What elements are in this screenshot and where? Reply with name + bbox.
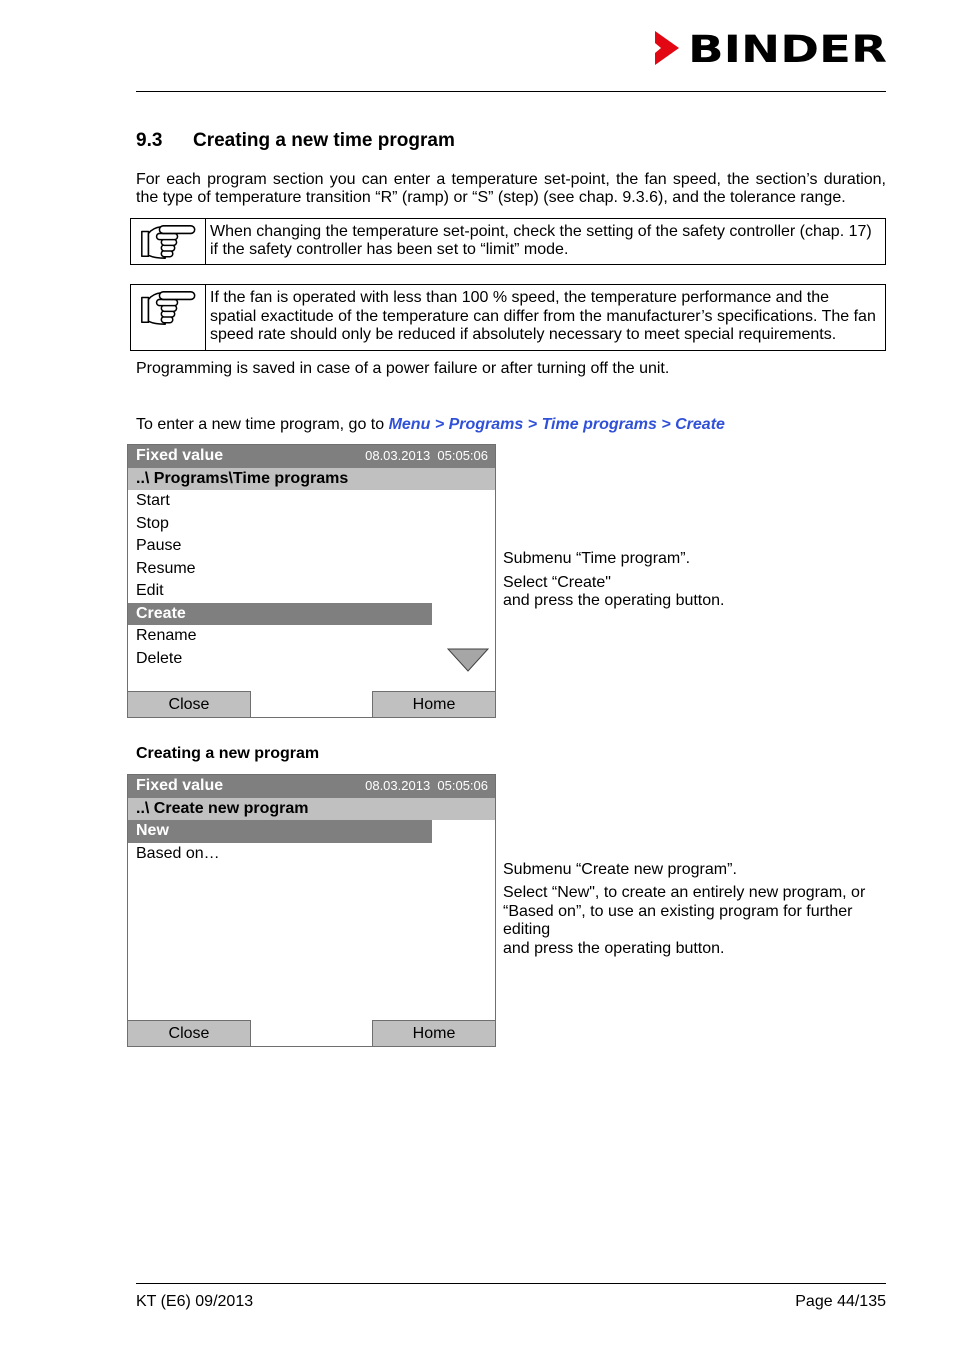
page-number: Page 44/135: [795, 1293, 886, 1310]
screen-datetime: 08.03.2013 05:05:06: [365, 778, 488, 793]
note-line: speed rate should only be reduced if absolutely necessary to meet special requirements.: [210, 326, 837, 343]
intro-line: For each program section you can enter a temperature set-point, the fan speed, the section’s duration,: [136, 171, 886, 188]
close-button[interactable]: Close: [127, 1020, 251, 1047]
nav-step-programs: Programs: [448, 416, 524, 433]
pointing-hand-icon: [140, 288, 196, 328]
document-id: KT (E6) 09/2013: [136, 1293, 254, 1310]
nav-step-menu: Menu: [388, 416, 431, 433]
description-line: Select “Create": [503, 574, 611, 591]
screen-datetime: 08.03.2013 05:05:06: [365, 448, 488, 463]
note-text: [206, 285, 880, 350]
screen-header: [128, 775, 495, 798]
nav-separator: >: [527, 416, 538, 433]
description-line: Submenu “Create new program”.: [503, 861, 737, 878]
menu-item-stop[interactable]: Stop: [136, 514, 169, 532]
intro-line: the type of temperature transition “R” (ramp) or “S” (step) (see chap. 9.3.6), and the tolerance range.: [136, 189, 846, 206]
menu-item-create[interactable]: Create: [128, 603, 432, 626]
pointing-hand-icon: [140, 222, 196, 262]
binder-arrow-icon: [655, 31, 679, 65]
nav-separator: >: [434, 416, 445, 433]
section-title: Creating a new time program: [193, 130, 455, 151]
description-line: Submenu “Time program”.: [503, 550, 691, 567]
section-number: 9.3: [136, 130, 163, 151]
screen-breadcrumb: ..\ Create new program: [128, 798, 495, 821]
binder-wordmark: BINDER: [688, 28, 887, 68]
screen-header: [128, 445, 495, 468]
description-line: Select “New", to create an entirely new program, or: [503, 883, 866, 901]
close-button[interactable]: Close: [127, 691, 251, 718]
menu-item-based-on[interactable]: Based on…: [136, 844, 220, 862]
menu-item-pause[interactable]: Pause: [136, 537, 182, 554]
description-line: and press the operating button.: [503, 592, 725, 609]
note-line: if the safety controller has been set to “limit” mode.: [210, 241, 569, 258]
description-line: “Based on”, to use an existing program for further: [503, 902, 853, 920]
intro-paragraph: [136, 171, 886, 207]
screen-mode-title: Fixed value: [136, 777, 224, 794]
screen-mode-title: Fixed value: [136, 447, 224, 464]
page-footer: [136, 1293, 886, 1311]
note-icon-cell: [131, 285, 206, 350]
navigation-path: [389, 416, 725, 433]
controller-screen-create-new-program: [127, 774, 496, 1047]
description-line: editing: [503, 921, 551, 939]
home-button[interactable]: Home: [372, 691, 496, 718]
nav-separator: >: [661, 416, 671, 433]
note-box: [130, 218, 886, 265]
menu-item-new[interactable]: New: [128, 820, 432, 843]
menu-item-edit[interactable]: Edit: [136, 582, 164, 599]
subheading: Creating a new program: [136, 745, 320, 762]
screen-description: [503, 861, 865, 958]
note-line: spatial exactitude of the temperature can differ from the manufacturer’s specifications. The fan: [210, 307, 876, 325]
screen-breadcrumb: ..\ Programs\Time programs: [128, 468, 495, 491]
menu-item-delete[interactable]: Delete: [136, 649, 183, 667]
saved-note: Programming is saved in case of a power failure or after turning off the unit.: [136, 360, 670, 377]
navigation-prefix: To enter a new time program, go to: [136, 416, 385, 433]
note-icon-cell: [131, 219, 206, 264]
binder-logo: [654, 28, 888, 68]
menu-item-rename[interactable]: Rename: [136, 627, 197, 644]
header-rule: [136, 91, 886, 92]
menu-item-start[interactable]: Start: [136, 492, 170, 509]
screen-description: [503, 550, 725, 610]
nav-step-time-programs: Time programs: [541, 416, 657, 433]
home-button[interactable]: Home: [372, 1020, 496, 1047]
nav-step-create: Create: [675, 416, 725, 433]
triangle-down-icon[interactable]: [447, 648, 489, 672]
controller-screen-time-programs: [127, 444, 496, 718]
note-text: [206, 219, 876, 264]
menu-item-resume[interactable]: Resume: [136, 559, 196, 577]
note-box: [130, 284, 886, 351]
footer-rule: [136, 1283, 886, 1284]
note-line: When changing the temperature set-point, check the setting of the safety controller (chap. 17): [210, 223, 872, 240]
note-line: If the fan is operated with less than 100 % speed, the temperature performance and the: [210, 289, 830, 306]
description-line: and press the operating button.: [503, 939, 725, 957]
navigation-instruction: [136, 416, 725, 434]
